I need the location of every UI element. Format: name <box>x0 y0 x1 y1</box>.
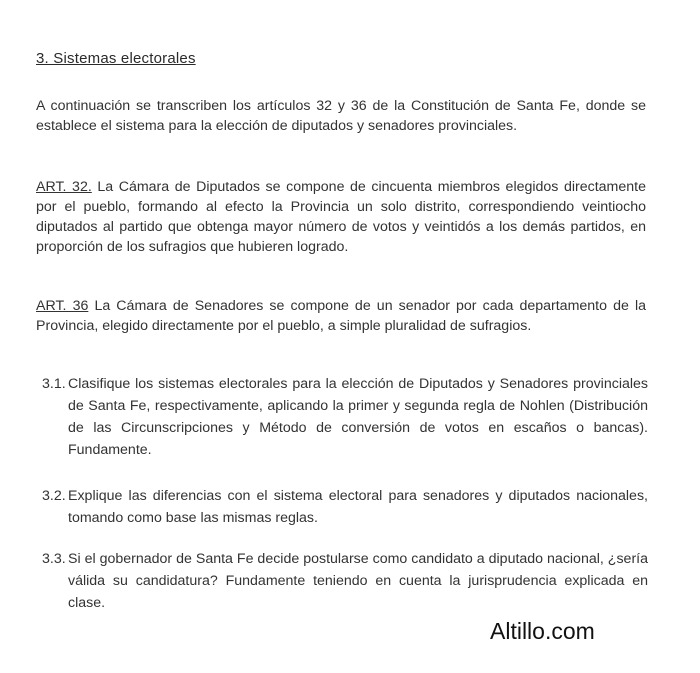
question-3-3 <box>36 548 648 614</box>
question-text: Explique las diferencias con el sistema electoral para senadores y diputados nacionales, tomando como base las mismas reglas. <box>68 488 648 526</box>
article-36-text: La Cámara de Senadores se compone de un senador por cada departamento de la Provincia, elegido directamente por el pueblo, a simple pluralidad de sufragios. <box>36 298 646 334</box>
question-number: 3.3. <box>42 551 66 567</box>
article-32-text: La Cámara de Diputados se compone de cincuenta miembros elegidos directamente por el pueblo, formando al efecto la Provincia un solo distrito, correspondiendo veintiocho diputados al partido que obtenga mayor número de votos y veintidós a los demás partidos, en proporción de los sufragios que hubieren logrado. <box>36 179 646 255</box>
section-heading: 3. Sistemas electorales <box>36 50 196 67</box>
intro-paragraph: A continuación se transcriben los artículos 32 y 36 de la Constitución de Santa Fe, donde se establece el sistema para la elección de diputados y senadores provinciales. <box>36 98 646 134</box>
question-3-2 <box>36 485 648 529</box>
question-text: Si el gobernador de Santa Fe decide postularse como candidato a diputado nacional, ¿sería válida su candidatura? Fundamente teniendo en cuenta la jurisprudencia explicada en clase. <box>68 551 648 611</box>
article-32-label: ART. 32. <box>36 179 92 195</box>
article-36-label: ART. 36 <box>36 298 89 314</box>
article-36-paragraph <box>36 296 646 336</box>
watermark-text: Altillo.com <box>490 618 595 644</box>
question-text: Clasifique los sistemas electorales para la elección de Diputados y Senadores provinciales de Santa Fe, respectivamente, aplicando la primer y segunda regla de Nohlen (Distribución de las Circunscripciones y Método de conversión de votos en escaños o bancas). Fundamente. <box>68 376 648 458</box>
article-32-paragraph <box>36 177 646 257</box>
question-3-1 <box>36 373 648 461</box>
question-number: 3.2. <box>42 488 66 504</box>
question-number: 3.1. <box>42 376 66 392</box>
